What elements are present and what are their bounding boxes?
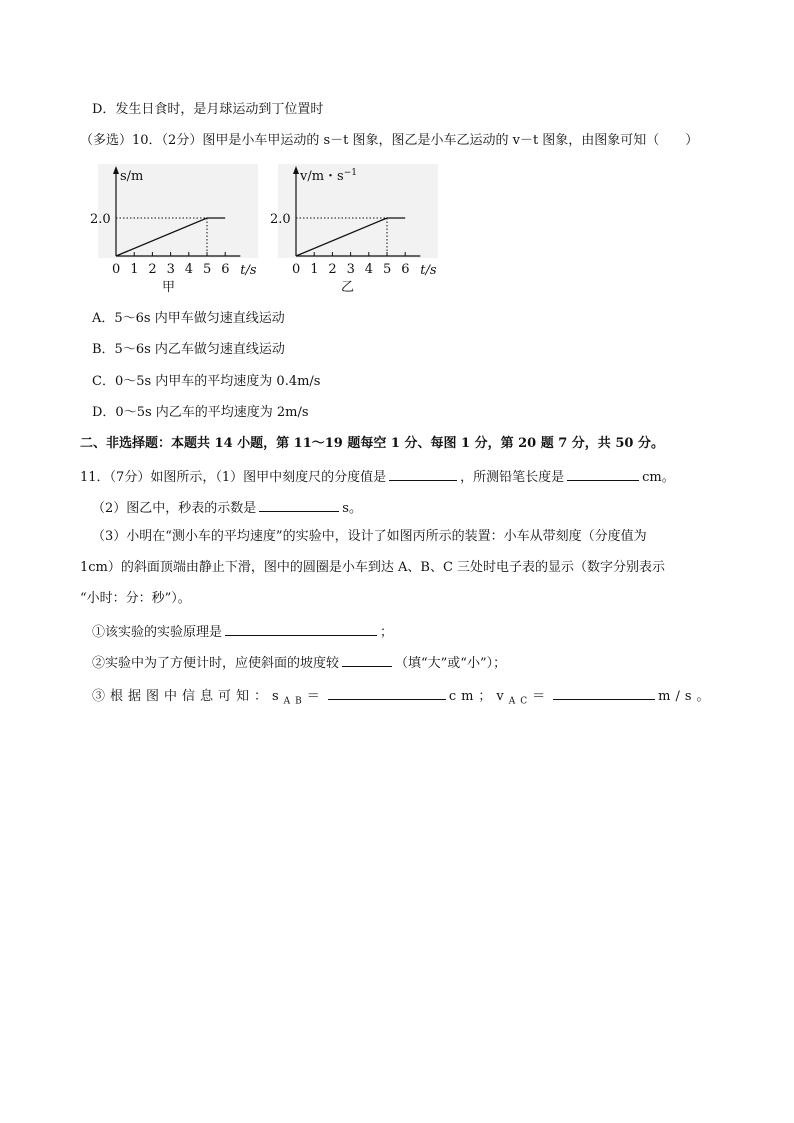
- answer-blank-vac[interactable]: [553, 685, 655, 700]
- x-tick-label: 2: [328, 262, 337, 277]
- q11-line2-text-a: （2）图乙中，秒表的示数是: [92, 501, 257, 516]
- q11-item1-text-a: ①该实验的实验原理是: [92, 625, 223, 640]
- answer-blank-principle[interactable]: [225, 621, 377, 636]
- answer-blank-sab[interactable]: [328, 685, 446, 700]
- x-tick-label: 6: [221, 262, 230, 277]
- q11-line1-text-a: 11．（7分）如图所示，（1）图甲中刻度尺的分度值是: [80, 470, 387, 485]
- q10-prompt: （多选）10．（2分）图甲是小车甲运动的 s－t 图象，图乙是小车乙运动的 v－t 图象，由图象可知（ ）: [80, 133, 699, 148]
- q11-line2: [92, 497, 362, 518]
- q10-option-c: C．0～5s 内甲车的平均速度为 0.4m/s: [92, 374, 321, 389]
- chart-jia-caption: 甲: [162, 280, 176, 295]
- q10-option-b: B．5～6s 内乙车做匀速直线运动: [92, 342, 285, 357]
- x-tick-label: 1: [310, 262, 319, 277]
- x-tick-label: 1: [130, 262, 139, 277]
- q11-item2-text-b: （填“大”或“小”）；: [395, 656, 507, 671]
- y-tick-label: 2.0: [270, 212, 291, 227]
- x-tick-label: 0: [292, 262, 301, 277]
- x-tick-label: 6: [401, 262, 410, 277]
- q11-item3-text-a: ③根据图中信息可知：s: [92, 689, 284, 704]
- answer-blank-pencil-length[interactable]: [567, 466, 639, 481]
- x-axis-label: t/s: [240, 263, 257, 278]
- q11-item3: [92, 685, 715, 711]
- y-axis-label: v/m・$s^{-1}$: [300, 168, 358, 184]
- q10-option-d: D．0～5s 内乙车的平均速度为 2m/s: [92, 405, 309, 420]
- q11-line1-text-b: ，所测铅笔长度是: [460, 470, 565, 485]
- y-tick-label: 2.0: [90, 212, 111, 227]
- chart-yi: [268, 160, 443, 299]
- q11-line1: [80, 466, 675, 487]
- q11-item3-sub-ac: AC: [508, 696, 533, 707]
- chart-yi-svg: [268, 160, 443, 295]
- q10-option-a: A．5～6s 内甲车做匀速直线运动: [92, 311, 285, 326]
- x-tick-label: 5: [383, 262, 392, 277]
- x-tick-label: 2: [148, 262, 157, 277]
- q11-line3: （3）小明在“测小车的平均速度”的实验中，设计了如图丙所示的装置：小车从带刻度（分度值为: [92, 529, 647, 544]
- q11-item3-text-b: ＝: [306, 689, 325, 704]
- q11-line4: 1cm）的斜面顶端由静止下滑，图中的圆圈是小车到达 A、B、C 三处时电子表的显示（数字分别表示: [80, 560, 666, 575]
- q11-item1-text-b: ；: [380, 625, 394, 640]
- q11-item3-text-d: ＝: [532, 689, 551, 704]
- answer-blank-division-value[interactable]: [389, 466, 457, 481]
- q11-item3-sub-ab: AB: [283, 696, 307, 707]
- q11-line5: “小时：分：秒”）。: [80, 591, 191, 606]
- q11-item1: [92, 621, 393, 642]
- x-tick-label: 4: [364, 262, 374, 277]
- q11-line2-text-b: s。: [342, 501, 362, 516]
- chart-jia-svg: [88, 160, 258, 295]
- chart-yi-caption: 乙: [341, 280, 355, 295]
- x-tick-label: 3: [346, 262, 355, 277]
- x-tick-label: 3: [166, 262, 175, 277]
- q11-item3-text-c: cm；v: [448, 689, 509, 704]
- q11-line1-text-c: cm。: [642, 470, 675, 485]
- q11-item3-text-e: m/s。: [658, 689, 715, 704]
- answer-blank-stopwatch[interactable]: [259, 497, 339, 512]
- y-axis-label-superscript: −1: [343, 168, 358, 178]
- q9-option-d: D．发生日食时，是月球运动到丁位置时: [92, 102, 324, 117]
- x-tick-label: 5: [203, 262, 212, 277]
- q11-item2: [92, 652, 506, 673]
- q11-item2-text-a: ②实验中为了方便计时，应使斜面的坡度较: [92, 656, 340, 671]
- x-axis-label: t/s: [420, 263, 437, 278]
- y-axis-label: s/m: [120, 169, 144, 184]
- x-tick-label: 0: [112, 262, 121, 277]
- x-tick-label: 4: [184, 262, 194, 277]
- answer-blank-slope[interactable]: [342, 652, 392, 667]
- section-2-heading: 二、非选择题：本题共 14 小题，第 11～19 题每空 1 分、每图 1 分，第 20 题 7 分，共 50 分。: [80, 436, 664, 451]
